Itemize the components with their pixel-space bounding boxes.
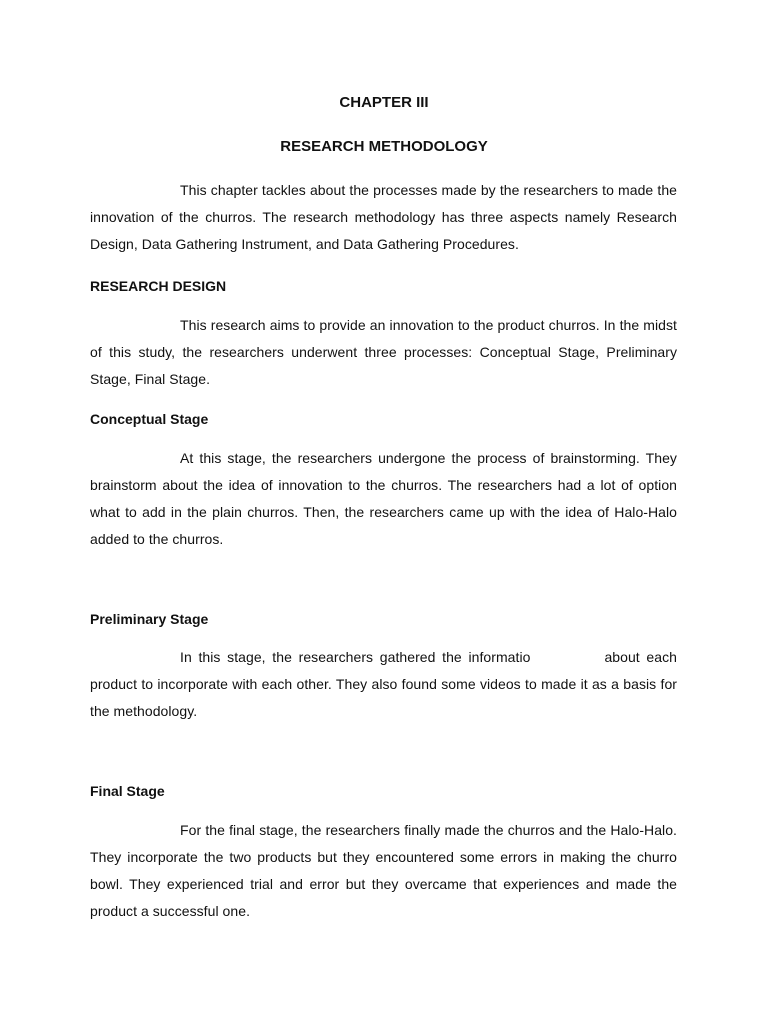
research-design-paragraph: This research aims to provide an innovation to the product churros. In the midst of this study, the researchers underwent three processes: Conceptual Stage, Preliminary Stage, Final Stage.	[90, 317, 677, 387]
preliminary-stage-heading: Preliminary Stage	[90, 611, 209, 627]
intro-paragraph: This chapter tackles about the processes made by the researchers to made the innovation of the churros. The research methodology has three aspects namely Research Design, Data Gathering Instrument, and Data Gathering Procedures.	[90, 182, 677, 252]
conceptual-stage-heading: Conceptual Stage	[90, 411, 209, 427]
final-stage-heading: Final Stage	[90, 783, 165, 799]
page-title: RESEARCH METHODOLOGY	[280, 138, 488, 155]
preliminary-stage-text-part2: about each product to incorporate with each other. They also found some videos to made it as a basis for the methodology.	[90, 649, 677, 719]
chapter-label: CHAPTER III	[339, 94, 429, 111]
preliminary-stage-text-part1: In this stage, the researchers gathered the informatio	[180, 649, 531, 665]
final-stage-paragraph: For the final stage, the researchers finally made the churros and the Halo-Halo. They incorporate the two products but they encountered some errors in making the churro bowl. They experienced trial and error but they overcame that experiences and made the product a successful one.	[90, 822, 677, 919]
conceptual-stage-paragraph: At this stage, the researchers undergone the process of brainstorming. They brainstorm about the idea of innovation to the churros. The researchers had a lot of option what to add in the plain churros. Then, the researchers came up with the idea of Halo-Halo added to the churros.	[90, 450, 677, 547]
preliminary-stage-paragraph	[90, 644, 677, 725]
research-design-heading: RESEARCH DESIGN	[90, 278, 227, 294]
